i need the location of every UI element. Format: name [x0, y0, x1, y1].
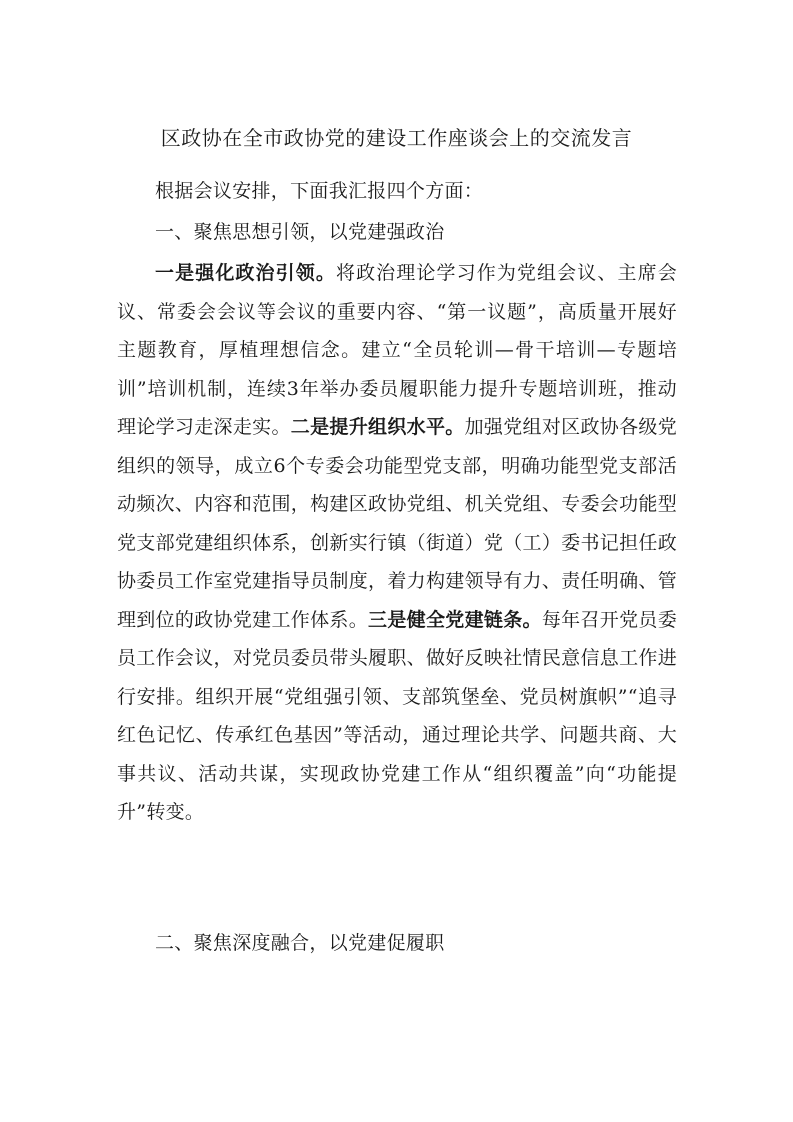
lead-phrase-3: 三是健全党建链条。 [368, 608, 542, 631]
lead-phrase-2: 二是提升组织水平。 [290, 416, 465, 438]
section-heading-1: 一、聚焦思想引领，以党建强政治 [155, 221, 445, 243]
intro-paragraph: 根据会议安排，下面我汇报四个方面： [155, 180, 484, 202]
lead-phrase-1: 一是强化政治引领。 [155, 262, 336, 284]
body-text-3: 每年召开党员委员工作会议，对党员委员带头履职、做好反映社情民意信息工作进行安排。组织开展“党组强引领、支部筑堡垒、党员树旗帜”“追寻红色记忆、传承红色基因”等活动，通过理论共学、问题共商、大事共议、活动共谋，实现政协党建工作从“组织覆盖”向“功能提升”转变。 [117, 608, 677, 823]
section-1-body [117, 254, 677, 832]
body-text-1: 将政治理论学习作为党组会议、主席会议、常委会会议等会议的重要内容、“第一议题”，高质量开展好主题教育，厚植理想信念。建立“全员轮训—骨干培训—专题培训”培训机制，连续3年举办委员履职能力提升专题培训班，推动理论学习走深走实。 [117, 262, 677, 438]
document-title: 区政协在全市政协党的建设工作座谈会上的交流发言 [160, 126, 633, 150]
body-text-2: 加强党组对区政协各级党组织的领导，成立6个专委会功能型党支部，明确功能型党支部活动频次、内容和范围，构建区政协党组、机关党组、专委会功能型党支部党建组织体系，创新实行镇（街道）党（工）委书记担任政协委员工作室党建指导员制度，着力构建领导有力、责任明确、管理到位的政协党建工作体系。 [117, 416, 677, 631]
section-heading-2: 二、聚焦深度融合，以党建促履职 [155, 932, 445, 954]
